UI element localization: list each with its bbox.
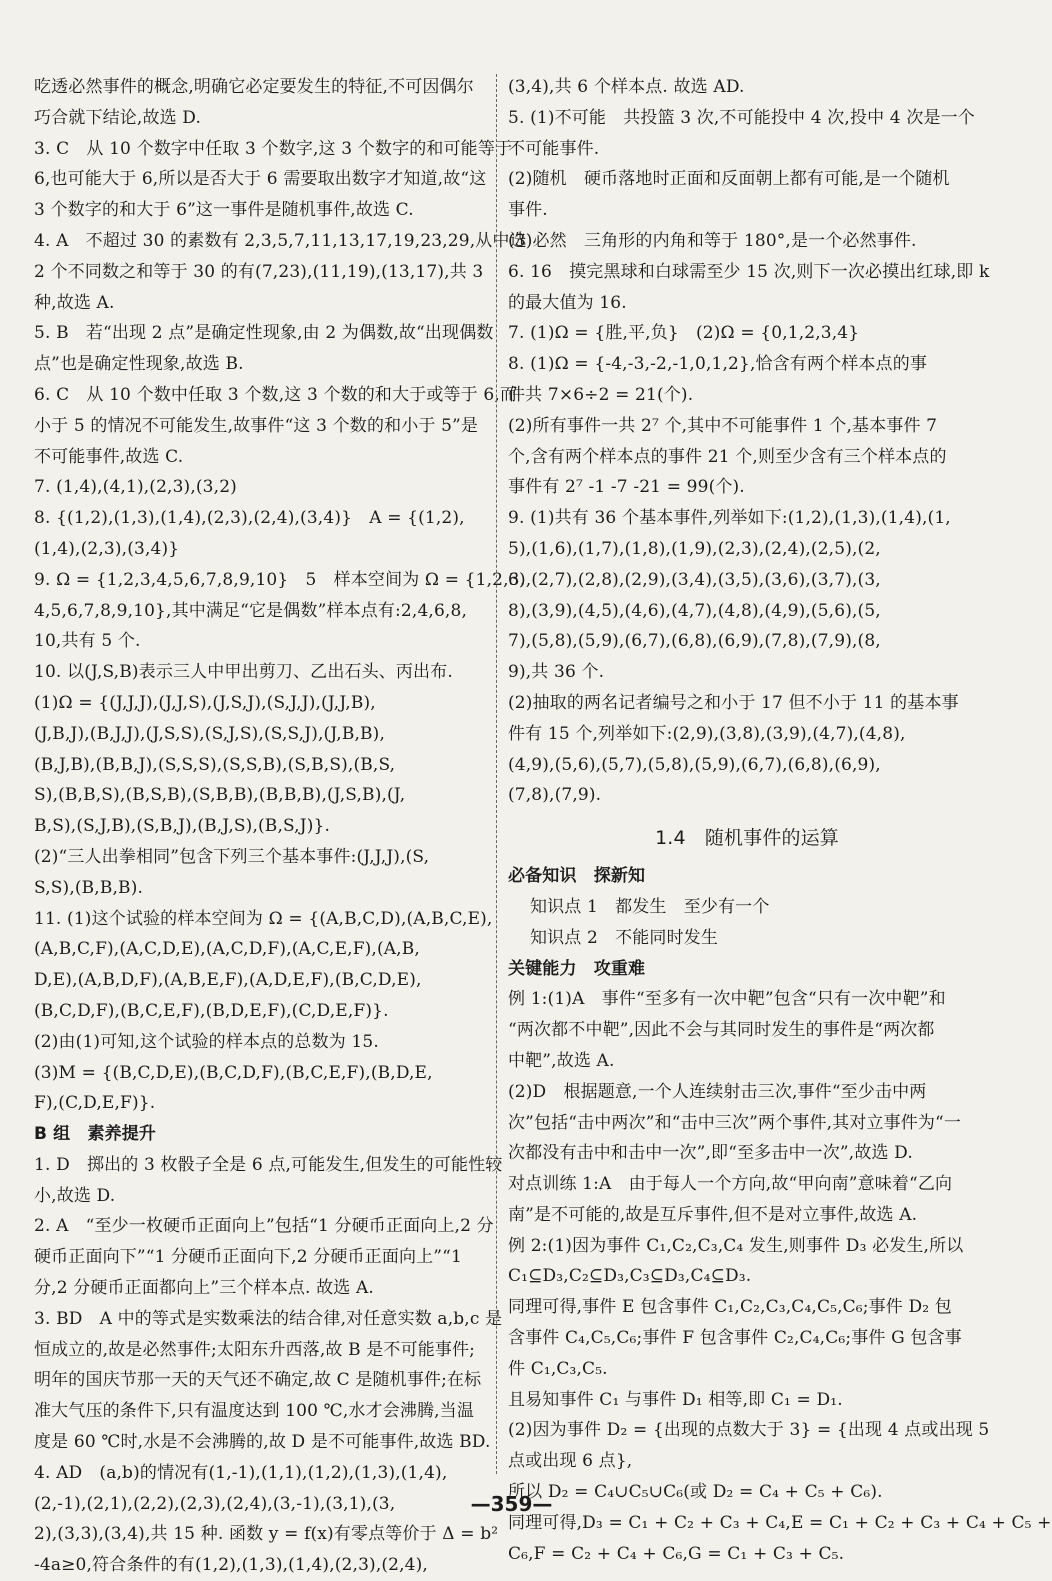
text-line: 分,2 分硬币正面都向上”三个样本点. 故选 A. — [34, 1278, 374, 1299]
text-line: -4a≥0,符合条件的有(1,2),(1,3),(1,4),(2,3),(2,4), — [34, 1555, 428, 1576]
text-line: 8),(3,9),(4,5),(4,6),(4,7),(4,8),(4,9),(5,6),(5, — [508, 600, 881, 621]
text-line: (2)因为事件 D₂ = {出现的点数大于 3} = {出现 4 点或出现 5 — [508, 1420, 990, 1441]
text-line: 6,也可能大于 6,所以是否大于 6 需要取出数字才知道,故“这 — [34, 169, 487, 190]
text-line: 10. 以(J,S,B)表示三人中甲出剪刀、乙出石头、丙出布. — [34, 662, 453, 683]
text-line: 7. (1)Ω = {胜,平,负} (2)Ω = {0,1,2,3,4} — [508, 323, 860, 344]
text-line: 例 2:(1)因为事件 C₁,C₂,C₃,C₄ 发生,则事件 D₃ 必发生,所以 — [508, 1235, 964, 1256]
right-column — [508, 72, 1052, 1569]
text-line: 8. {(1,2),(1,3),(1,4),(2,3),(2,4),(3,4)} A = {(1,2), — [34, 508, 465, 529]
text-line: 种,故选 A. — [34, 292, 115, 313]
text-line: 含事件 C₄,C₅,C₆;事件 F 包含事件 C₂,C₄,C₆;事件 G 包含事 — [508, 1328, 962, 1349]
text-line: (2)抽取的两名记者编号之和小于 17 但不小于 11 的基本事 — [508, 692, 959, 713]
text-line: 知识点 1 都发生 至少有一个 — [530, 896, 770, 917]
text-line: D,E),(A,B,D,F),(A,B,E,F),(A,D,E,F),(B,C,D,E), — [34, 970, 422, 991]
text-line: (4,9),(5,6),(5,7),(5,8),(5,9),(6,7),(6,8),(6,9), — [508, 754, 881, 775]
text-line: 件 C₁,C₃,C₅. — [508, 1358, 608, 1379]
text-line: 9. Ω = {1,2,3,4,5,6,7,8,9,10} 5 样本空间为 Ω = {1,2,3, — [34, 569, 526, 590]
text-line: 硬币正面向下”“1 分硬币正面向下,2 分硬币正面向上”“1 — [34, 1247, 462, 1268]
text-line: 不可能事件,故选 C. — [34, 446, 184, 467]
text-line: 关键能力 攻重难 — [508, 958, 646, 979]
text-line: 对点训练 1:A 由于每人一个方向,故“甲向南”意味着“乙向 — [508, 1174, 953, 1195]
text-line: 事件. — [508, 200, 548, 221]
section-title: 1.4 随机事件的运算 — [655, 827, 839, 850]
text-line: 南”是不可能的,故是互斥事件,但不是对立事件,故选 A. — [508, 1204, 918, 1225]
text-line: 7),(5,8),(5,9),(6,7),(6,8),(6,9),(7,8),(7,9),(8, — [508, 631, 881, 652]
text-line: (1,4),(2,3),(3,4)} — [34, 538, 180, 559]
text-line: B,S),(S,J,B),(S,B,J),(B,J,S),(B,S,J)}. — [34, 816, 331, 837]
text-line: 6. C 从 10 个数中任取 3 个数,这 3 个数的和大于或等于 6,而 — [34, 384, 518, 405]
text-line: (B,C,D,F),(B,C,E,F),(B,D,E,F),(C,D,E,F)}. — [34, 1000, 389, 1021]
column-divider — [496, 74, 497, 1474]
text-line: 知识点 2 不能同时发生 — [530, 927, 719, 948]
text-line: 4,5,6,7,8,9,10},其中满足“它是偶数”样本点有:2,4,6,8, — [34, 600, 468, 621]
text-line: 9. (1)共有 36 个基本事件,列举如下:(1,2),(1,3),(1,4),(1, — [508, 508, 951, 529]
text-line: (A,B,C,F),(A,C,D,E),(A,C,D,F),(A,C,E,F),(A,B, — [34, 939, 420, 960]
text-line: (1)Ω = {(J,J,J),(J,J,S),(J,S,J),(S,J,J),(J,J,B), — [34, 692, 376, 713]
text-line: (J,B,J),(B,J,J),(J,S,S),(S,J,S),(S,S,J),(J,B,B), — [34, 723, 386, 744]
text-line: (2)由(1)可知,这个试验的样本点的总数为 15. — [34, 1031, 379, 1052]
text-line: 事件有 2⁷ -1 -7 -21 = 99(个). — [508, 477, 745, 498]
text-line: 3 个数字的和大于 6”这一事件是随机事件,故选 C. — [34, 200, 414, 221]
text-line: 次都没有击中和击中一次”,即“至多击中一次”,故选 D. — [508, 1143, 913, 1164]
text-line: 且易知事件 C₁ 与事件 D₁ 相等,即 C₁ = D₁. — [508, 1389, 843, 1410]
text-line: 小,故选 D. — [34, 1185, 116, 1206]
text-line: (3)M = {(B,C,D,E),(B,C,D,F),(B,C,E,F),(B,D,E, — [34, 1062, 433, 1083]
text-line: 2 个不同数之和等于 30 的有(7,23),(11,19),(13,17),共 3 — [34, 261, 484, 282]
text-line: 点或出现 6 点}, — [508, 1451, 633, 1472]
text-line: 3. C 从 10 个数字中任取 3 个数字,这 3 个数字的和可能等于 — [34, 138, 513, 159]
page-number: —359— — [470, 1492, 553, 1516]
text-line: (3,4),共 6 个样本点. 故选 AD. — [508, 77, 745, 97]
text-line: 恒成立的,故是必然事件;太阳东升西落,故 B 是不可能事件; — [34, 1339, 476, 1360]
text-line: 5),(1,6),(1,7),(1,8),(1,9),(2,3),(2,4),(2,5),(2, — [508, 538, 881, 559]
text-line: (B,J,B),(B,B,J),(S,S,S),(S,S,B),(S,B,S),(B,S, — [34, 754, 396, 775]
text-line: C₆,F = C₂ + C₄ + C₆,G = C₁ + C₃ + C₅. — [508, 1543, 845, 1564]
text-line: 中靶”,故选 A. — [508, 1050, 615, 1071]
text-line: “两次都不中靶”,因此不会与其同时发生的事件是“两次都 — [508, 1020, 935, 1041]
text-line: 3. BD A 中的等式是实数乘法的结合律,对任意实数 a,b,c 是 — [34, 1308, 503, 1329]
text-line: 吃透必然事件的概念,明确它必定要发生的特征,不可因偶尔 — [34, 77, 474, 97]
text-line: 件共 7×6÷2 = 21(个). — [508, 384, 694, 405]
text-line: 10,共有 5 个. — [34, 631, 141, 652]
text-line: 5. (1)不可能 共投篮 3 次,不可能投中 4 次,投中 4 次是一个 — [508, 107, 975, 128]
text-line: S),(B,B,S),(B,S,B),(S,B,B),(B,B,B),(J,S,B),(J, — [34, 785, 406, 806]
text-line: 6),(2,7),(2,8),(2,9),(3,4),(3,5),(3,6),(3,7),(3, — [508, 569, 881, 590]
text-line: 同理可得,事件 E 包含事件 C₁,C₂,C₃,C₄,C₅,C₆;事件 D₂ 包 — [508, 1297, 952, 1318]
text-line: (2)所有事件一共 2⁷ 个,其中不可能事件 1 个,基本事件 7 — [508, 415, 938, 436]
text-line: 明年的国庆节那一天的天气还不确定,故 C 是随机事件;在标 — [34, 1370, 482, 1391]
text-line: (2)随机 硬币落地时正面和反面朝上都有可能,是一个随机 — [508, 169, 950, 190]
text-line: 4. AD (a,b)的情况有(1,-1),(1,1),(1,2),(1,3),(1,4), — [34, 1462, 448, 1483]
text-line: 8. (1)Ω = {-4,-3,-2,-1,0,1,2},恰含有两个样本点的事 — [508, 354, 927, 375]
text-line: F),(C,D,E,F)}. — [34, 1093, 156, 1114]
text-line: (3)必然 三角形的内角和等于 180°,是一个必然事件. — [508, 230, 917, 251]
text-line: 例 1:(1)A 事件“至多有一次中靶”包含“只有一次中靶”和 — [508, 989, 946, 1010]
text-line: 的最大值为 16. — [508, 292, 627, 313]
text-line: 6. 16 摸完黑球和白球需至少 15 次,则下一次必摸出红球,即 k — [508, 261, 990, 282]
text-line: 必备知识 探新知 — [508, 866, 646, 887]
text-line: (2)D 根据题意,一个人连续射击三次,事件“至少击中两 — [508, 1081, 927, 1102]
text-line: 个,含有两个样本点的事件 21 个,则至少含有三个样本点的 — [508, 446, 947, 467]
text-line: 4. A 不超过 30 的素数有 2,3,5,7,11,13,17,19,23,29,从中选 — [34, 230, 527, 251]
text-line: 9),共 36 个. — [508, 662, 605, 683]
text-line: C₁⊆D₃,C₂⊆D₃,C₃⊆D₃,C₄⊆D₃. — [508, 1266, 752, 1287]
text-line: 7. (1,4),(4,1),(2,3),(3,2) — [34, 477, 237, 498]
text-line: (7,8),(7,9). — [508, 785, 602, 806]
text-line: S,S),(B,B,B). — [34, 877, 144, 898]
text-line: B 组 素养提升 — [34, 1124, 157, 1145]
text-line: (2)“三人出拳相同”包含下列三个基本事件:(J,J,J),(S, — [34, 846, 430, 867]
text-line: 件有 15 个,列举如下:(2,9),(3,8),(3,9),(4,7),(4,8), — [508, 723, 906, 744]
text-line: 巧合就下结论,故选 D. — [34, 107, 202, 128]
text-line: 次”包括“击中两次”和“击中三次”两个事件,其对立事件为“一 — [508, 1112, 962, 1133]
text-line: 准大气压的条件下,只有温度达到 100 ℃,水才会沸腾,当温 — [34, 1401, 474, 1422]
text-line: 2),(3,3),(3,4),共 15 种. 函数 y = f(x)有零点等价于 Δ = b² — [34, 1524, 499, 1545]
text-line: 5. B 若“出现 2 点”是确定性现象,由 2 为偶数,故“出现偶数 — [34, 323, 494, 344]
text-line: 小于 5 的情况不可能发生,故事件“这 3 个数的和小于 5”是 — [34, 415, 479, 436]
text-line: 11. (1)这个试验的样本空间为 Ω = {(A,B,C,D),(A,B,C,E), — [34, 908, 493, 929]
text-line: 2. A “至少一枚硬币正面向上”包括“1 分硬币正面向上,2 分 — [34, 1216, 494, 1237]
text-line: 不可能事件. — [508, 138, 600, 159]
text-line: 所以 D₂ = C₄∪C₅∪C₆(或 D₂ = C₄ + C₅ + C₆). — [508, 1482, 883, 1503]
text-line: 同理可得,D₃ = C₁ + C₂ + C₃ + C₄,E = C₁ + C₂ + C₃ + C₄ + C₅ + — [508, 1512, 1052, 1533]
text-line: 1. D 掷出的 3 枚骰子全是 6 点,可能发生,但发生的可能性较 — [34, 1154, 503, 1175]
text-line: 度是 60 ℃时,水是不会沸腾的,故 D 是不可能事件,故选 BD. — [34, 1432, 491, 1453]
text-line: (2,-1),(2,1),(2,2),(2,3),(2,4),(3,-1),(3,1),(3, — [34, 1493, 396, 1514]
text-line: 点”也是确定性现象,故选 B. — [34, 354, 244, 375]
